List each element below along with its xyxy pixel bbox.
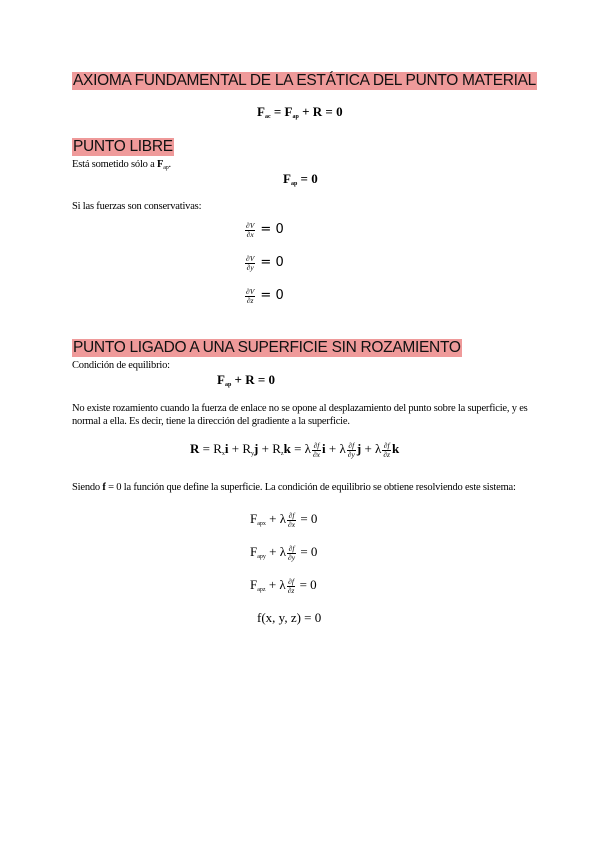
equation-libre: $F_{ap} = 0$: [283, 171, 318, 187]
heading-punto-libre: PUNTO LIBRE: [73, 138, 173, 155]
libre-intro: Está sometido sólo a $F_{ap}$.: [72, 159, 171, 171]
surface-equation: f(x, y, z) = 0: [257, 610, 322, 625]
system-eq-x: $F_{apx} + \lambda$ $\frac{\partial f}{\partial x}$ = 0: [250, 510, 318, 529]
partial-y: $\frac{\partial V}{\partial y}$ = 0: [246, 253, 284, 272]
heading-axioma: AXIOMA FUNDAMENTAL DE LA ESTÁTICA DEL PUNTO MATERIAL: [73, 72, 536, 89]
conservative-text: Si las fuerzas son conservativas:: [72, 201, 202, 212]
condition-text: Condición de equilibrio:: [72, 360, 170, 371]
equation-ligado: $F_{ap} + R = 0$: [217, 372, 276, 388]
equation-axioma: $F_{ac} = F_{ap} + R = 0$: [257, 104, 343, 120]
heading-punto-ligado: PUNTO LIGADO A UNA SUPERFICIE SIN ROZAMIENTO: [73, 339, 461, 356]
partial-z: $\frac{\partial V}{\partial z}$ = 0: [246, 286, 284, 305]
siendo-text: Siendo f = 0 la función que define la superficie. La condición de equilibrio se obtiene resolviendo este sistema:: [72, 482, 516, 493]
gradient-equation: $R = R_xi + R_yj + R_zk = \lambda$ $\frac{\partial f}{\partial x}$ i + λ $\frac{\partial f}{\partial y}$ j + λ $\frac{\partial f}{\partial z}$ k: [190, 440, 400, 459]
ligado-paragraph: No existe rozamiento cuando la fuerza de enlace no se opone al desplazamiento del punto sobre la superficie, y es normal a ella. Es decir, tiene la dirección del gradiente a la superficie.: [72, 403, 528, 427]
partial-x: $\frac{\partial V}{\partial x}$ = 0: [246, 220, 284, 239]
system-eq-y: $F_{apy} + \lambda$ $\frac{\partial f}{\partial y}$ = 0: [250, 543, 318, 562]
system-eq-z: $F_{apz} + \lambda$ $\frac{\partial f}{\partial z}$ = 0: [250, 576, 317, 595]
